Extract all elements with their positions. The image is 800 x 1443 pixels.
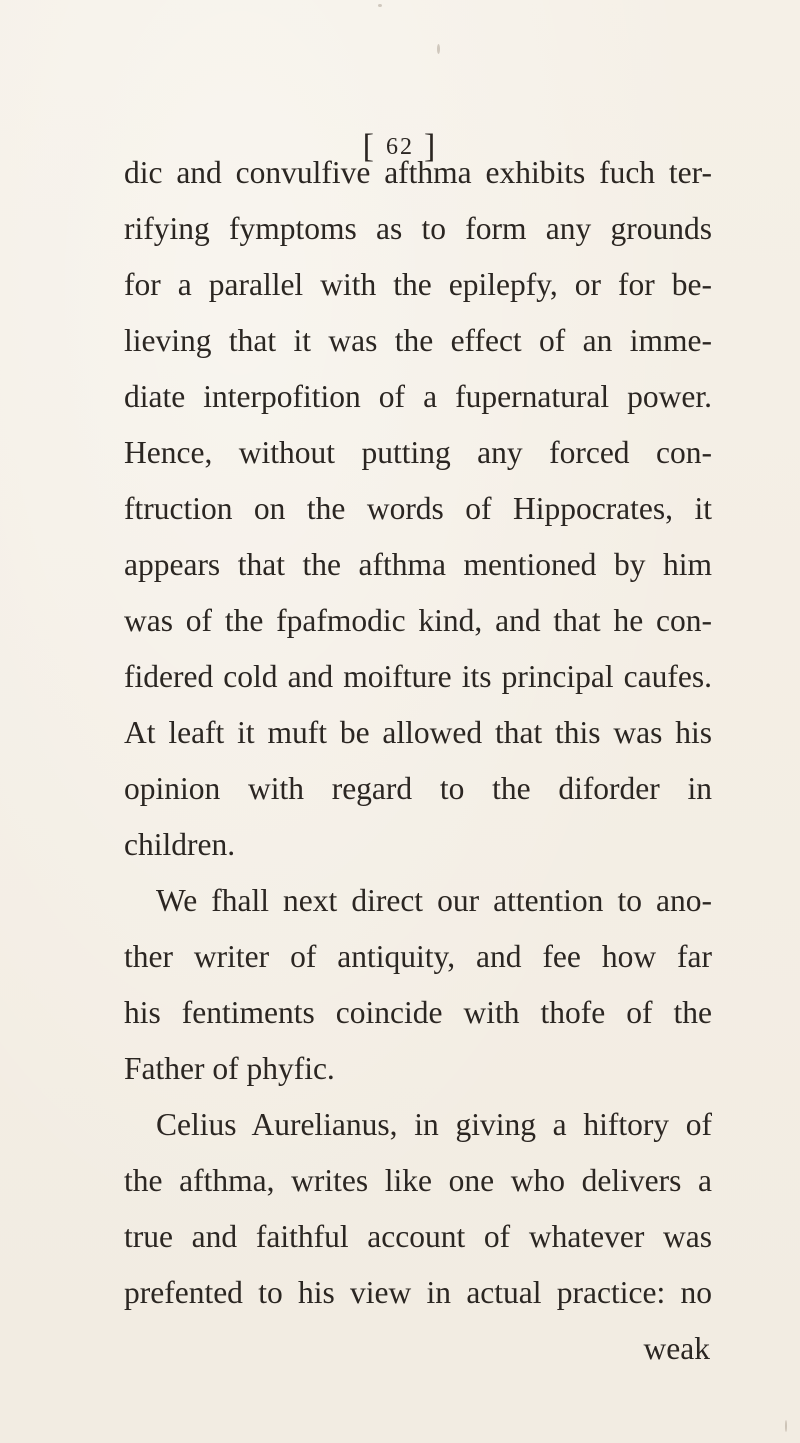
- text-line: lieving that it was the effect of an imme-: [124, 323, 712, 358]
- paper-speck: [437, 44, 440, 54]
- text-line: fidered cold and moifture its principal caufes.: [124, 659, 712, 694]
- text-line: Hence, without putting any forced con-: [124, 435, 712, 470]
- text-line: appears that the afthma mentioned by him: [124, 547, 712, 582]
- text-line: Celius Aurelianus, in giving a hiftory of: [156, 1107, 712, 1142]
- body-text: [124, 145, 712, 1377]
- paper-speck: [378, 4, 382, 7]
- text-line: ftruction on the words of Hippocrates, it: [124, 491, 712, 526]
- text-line: his fentiments coincide with thofe of the: [124, 995, 712, 1030]
- text-line: rifying fymptoms as to form any grounds: [124, 211, 712, 246]
- text-line: true and faithful account of whatever was: [124, 1219, 712, 1254]
- text-line: Father of phyfic.: [124, 1051, 335, 1086]
- text-line: children.: [124, 827, 236, 862]
- text-line: At leaft it muft be allowed that this was his: [124, 715, 712, 750]
- text-line: diate interpofition of a fupernatural power.: [124, 379, 712, 414]
- text-line: was of the fpafmodic kind, and that he con-: [124, 603, 712, 638]
- page-number-value: 62: [386, 134, 414, 160]
- text-line: dic and convulfive afthma exhibits fuch ter-: [124, 155, 712, 190]
- left-bracket: [: [362, 128, 376, 165]
- catchword: weak: [643, 1331, 710, 1366]
- paper-speck: [785, 1420, 787, 1432]
- text-line: the afthma, writes like one who delivers a: [124, 1163, 712, 1198]
- text-line: opinion with regard to the diforder in: [124, 771, 712, 806]
- right-bracket: ]: [424, 128, 438, 165]
- text-line: for a parallel with the epilepfy, or for be-: [124, 267, 712, 302]
- text-line: ther writer of antiquity, and fee how far: [124, 939, 712, 974]
- text-line: We fhall next direct our attention to ano-: [156, 883, 712, 918]
- text-line: prefented to his view in actual practice: no: [124, 1275, 712, 1310]
